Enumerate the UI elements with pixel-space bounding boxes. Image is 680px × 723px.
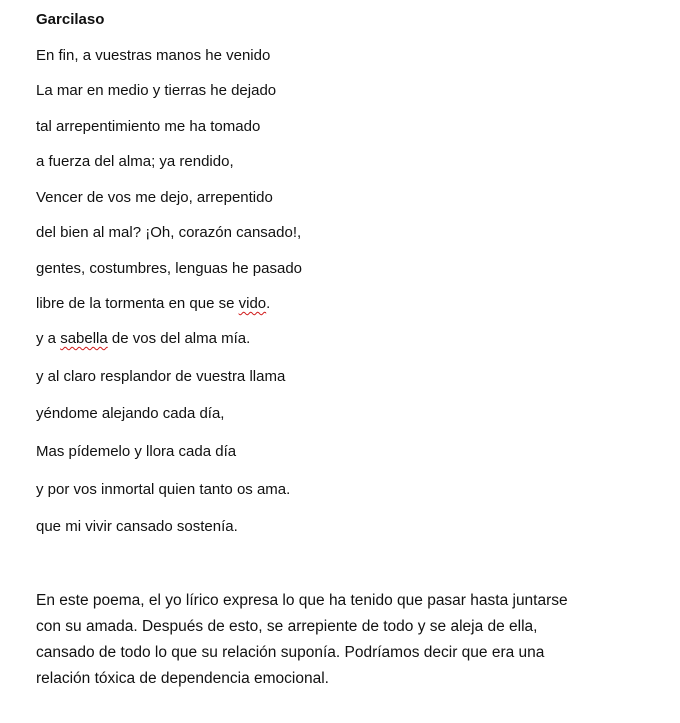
commentary-line: En este poema, el yo lírico expresa lo que ha tenido que pasar hasta juntarse — [36, 592, 568, 609]
poem-line: La mar en medio y tierras he dejado — [36, 82, 277, 99]
poem-line — [36, 295, 270, 313]
commentary-line: cansado de todo lo que su relación suponía. Podríamos decir que era una — [36, 644, 545, 661]
poem-title: Garcilaso — [36, 11, 105, 28]
poem-line-segment: . — [266, 295, 271, 312]
poem-line-segment: de vos del alma mía. — [107, 330, 251, 347]
spellcheck-flagged-word[interactable]: vido — [238, 295, 267, 312]
poem-line: gentes, costumbres, lenguas he pasado — [36, 260, 303, 277]
commentary-paragraph — [36, 588, 636, 692]
poem-line: tal arrepentimiento me ha tomado — [36, 118, 261, 135]
poem-line-segment: y a — [36, 330, 61, 347]
poem-line: que mi vivir cansado sostenía. — [36, 518, 238, 535]
commentary-line: con su amada. Después de esto, se arrepiente de todo y se aleja de ella, — [36, 618, 538, 635]
poem-line: Vencer de vos me dejo, arrepentido — [36, 189, 273, 206]
poem-line — [36, 330, 250, 348]
spellcheck-flagged-word[interactable]: sabella — [60, 330, 108, 347]
poem-line: Mas pídemelo y llora cada día — [36, 443, 237, 460]
poem-line: y por vos inmortal quien tanto os ama. — [36, 481, 291, 498]
poem-line: yéndome alejando cada día, — [36, 405, 225, 422]
commentary-line: relación tóxica de dependencia emocional. — [36, 670, 329, 687]
poem-line: del bien al mal? ¡Oh, corazón cansado!, — [36, 224, 302, 241]
poem-line: En fin, a vuestras manos he venido — [36, 47, 271, 64]
poem-line: a fuerza del alma; ya rendido, — [36, 153, 234, 170]
poem-line: y al claro resplandor de vuestra llama — [36, 368, 286, 385]
poem-line-segment: libre de la tormenta en que se — [36, 295, 239, 312]
